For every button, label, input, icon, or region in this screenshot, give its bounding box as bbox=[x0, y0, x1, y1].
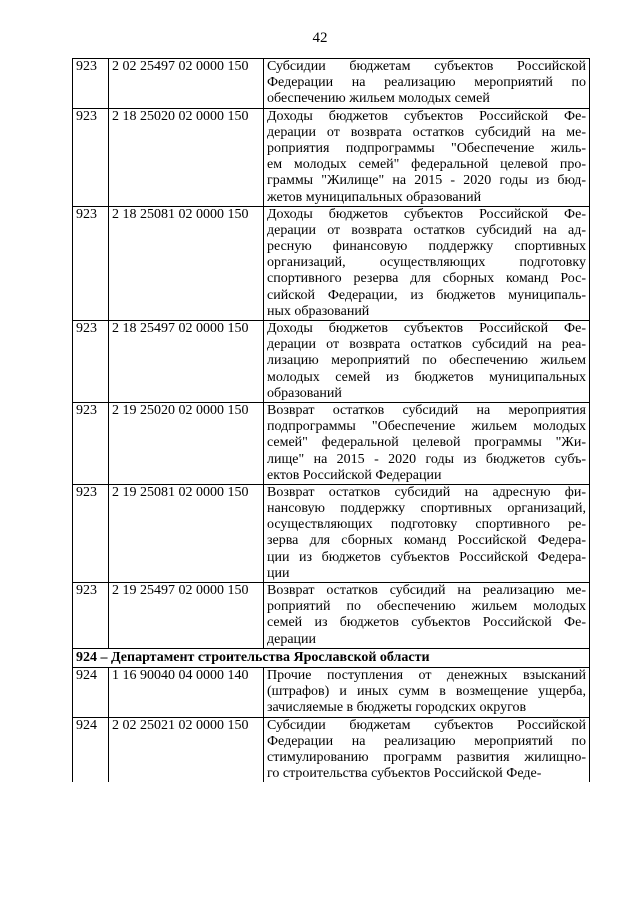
revenue-name-line: ции из бюджетов субъектов Российской Федера- bbox=[267, 549, 586, 565]
revenue-code-cell: 2 02 25021 02 0000 150 bbox=[109, 717, 264, 782]
revenue-name-cell bbox=[264, 206, 590, 320]
revenue-name-line: стимулированию программ развития жилищно- bbox=[267, 749, 586, 765]
revenue-code-cell: 2 18 25497 02 0000 150 bbox=[109, 321, 264, 403]
revenue-name-line: Субсидии бюджетам субъектов Российской bbox=[267, 59, 586, 74]
revenue-name-line: ектов Российской Федерации bbox=[267, 467, 442, 483]
revenue-name-line: Субсидии бюджетам субъектов Российской bbox=[267, 717, 586, 733]
revenue-name-line: дерации от возврата остатков субсидий на реа- bbox=[267, 337, 586, 353]
table-row bbox=[73, 108, 590, 206]
admin-code-cell: 923 bbox=[73, 59, 109, 109]
revenue-name-line: роприятий по обеспечению жильем молодых bbox=[267, 599, 586, 615]
revenue-name-line: подпрограммы "Обеспечение жильем молодых bbox=[267, 419, 586, 435]
revenue-name-line: ных образований bbox=[267, 303, 370, 319]
revenue-name-line: зачисляемые в бюджеты городских округов bbox=[267, 700, 527, 716]
revenue-name-line: (штрафов) и иных сумм в возмещение ущерба, bbox=[267, 684, 586, 700]
revenue-name-line: образований bbox=[267, 385, 342, 401]
revenue-name-line: осуществляющих подготовку спортивного ре- bbox=[267, 517, 586, 533]
revenue-name-line: ресную финансовую поддержку спортивных bbox=[267, 239, 586, 255]
revenue-name-line: организаций, осуществляющих подготовку bbox=[267, 255, 586, 271]
table-row bbox=[73, 59, 590, 109]
revenue-name-line: Федерации на реализацию мероприятий по bbox=[267, 75, 586, 91]
revenue-name-cell bbox=[264, 717, 590, 782]
revenue-name-line: семей" федеральной целевой программы "Жи- bbox=[267, 435, 586, 451]
revenue-codes-table bbox=[72, 58, 590, 782]
revenue-name-line: зерва для сборных команд Российской Федера- bbox=[267, 533, 586, 549]
revenue-name-line: го строительства субъектов Российской Феде- bbox=[267, 766, 542, 782]
revenue-code-cell: 2 19 25497 02 0000 150 bbox=[109, 583, 264, 649]
revenue-name-line: спортивного резерва для сборных команд Рос- bbox=[267, 271, 586, 287]
revenue-name-line: сийской Федерации, из бюджетов муниципаль- bbox=[267, 287, 586, 303]
revenue-name-cell bbox=[264, 108, 590, 206]
table-body bbox=[73, 59, 590, 783]
revenue-name-cell bbox=[264, 583, 590, 649]
revenue-name-cell bbox=[264, 667, 590, 717]
revenue-name-line: Доходы бюджетов субъектов Российской Фе- bbox=[267, 108, 586, 124]
revenue-code-cell: 1 16 90040 04 0000 140 bbox=[109, 667, 264, 717]
revenue-name-line: Возврат остатков субсидий на мероприятия bbox=[267, 402, 586, 418]
admin-code-cell: 923 bbox=[73, 583, 109, 649]
admin-code-cell: 924 bbox=[73, 667, 109, 717]
table-row bbox=[73, 583, 590, 649]
revenue-name-line: лище" на 2015 - 2020 годы из бюджетов субъ- bbox=[267, 451, 586, 467]
table-row bbox=[73, 717, 590, 782]
admin-code-cell: 923 bbox=[73, 206, 109, 320]
revenue-name-line: ем молодых семей" федеральной целевой про- bbox=[267, 157, 586, 173]
revenue-name-line: Возврат остатков субсидий на реализацию ме- bbox=[267, 583, 586, 598]
revenue-name-cell bbox=[264, 321, 590, 403]
table-row bbox=[73, 484, 590, 582]
revenue-name-line: жетов муниципальных образований bbox=[267, 189, 482, 205]
revenue-name-cell bbox=[264, 484, 590, 582]
table-row bbox=[73, 402, 590, 484]
admin-code-cell: 923 bbox=[73, 321, 109, 403]
admin-code-cell: 923 bbox=[73, 402, 109, 484]
admin-code-cell: 924 bbox=[73, 717, 109, 782]
table-row bbox=[73, 206, 590, 320]
revenue-code-cell: 2 18 25020 02 0000 150 bbox=[109, 108, 264, 206]
revenue-name-cell bbox=[264, 402, 590, 484]
revenue-name-line: дерации от возврата остатков субсидий на ад- bbox=[267, 222, 586, 238]
revenue-code-cell: 2 19 25020 02 0000 150 bbox=[109, 402, 264, 484]
revenue-name-line: нансовую поддержку спортивных организаций, bbox=[267, 501, 586, 517]
table-row bbox=[73, 667, 590, 717]
admin-code-cell: 923 bbox=[73, 484, 109, 582]
revenue-name-line: семей из бюджетов субъектов Российской Фе- bbox=[267, 615, 586, 631]
revenue-name-line: Федерации на реализацию мероприятий по bbox=[267, 733, 586, 749]
revenue-name-line: Возврат остатков субсидий на адресную фи- bbox=[267, 484, 586, 500]
admin-code-cell: 923 bbox=[73, 108, 109, 206]
table-row bbox=[73, 321, 590, 403]
revenue-name-cell bbox=[264, 59, 590, 109]
revenue-name-line: граммы "Жилище" на 2015 - 2020 годы из бюд- bbox=[267, 173, 586, 189]
revenue-name-line: Доходы бюджетов субъектов Российской Фе- bbox=[267, 206, 586, 222]
revenue-name-line: обеспечению жильем молодых семей bbox=[267, 91, 490, 107]
revenue-code-cell: 2 02 25497 02 0000 150 bbox=[109, 59, 264, 109]
section-header-row bbox=[73, 648, 590, 667]
revenue-name-line: Прочие поступления от денежных взысканий bbox=[267, 667, 586, 683]
revenue-name-line: молодых семей из бюджетов муниципальных bbox=[267, 369, 586, 385]
section-title: 924 – Департамент строительства Ярославской области bbox=[73, 648, 590, 667]
revenue-name-line: ции bbox=[267, 565, 290, 581]
revenue-name-line: лизацию мероприятий по обеспечению жильем bbox=[267, 353, 586, 369]
page-number: 42 bbox=[312, 30, 328, 46]
revenue-code-cell: 2 19 25081 02 0000 150 bbox=[109, 484, 264, 582]
revenue-name-line: Доходы бюджетов субъектов Российской Фе- bbox=[267, 321, 586, 336]
revenue-name-line: роприятия подпрограммы "Обеспечение жиль- bbox=[267, 140, 586, 156]
revenue-code-cell: 2 18 25081 02 0000 150 bbox=[109, 206, 264, 320]
revenue-name-line: дерации от возврата остатков субсидий на ме- bbox=[267, 124, 586, 140]
revenue-name-line: дерации bbox=[267, 631, 317, 647]
